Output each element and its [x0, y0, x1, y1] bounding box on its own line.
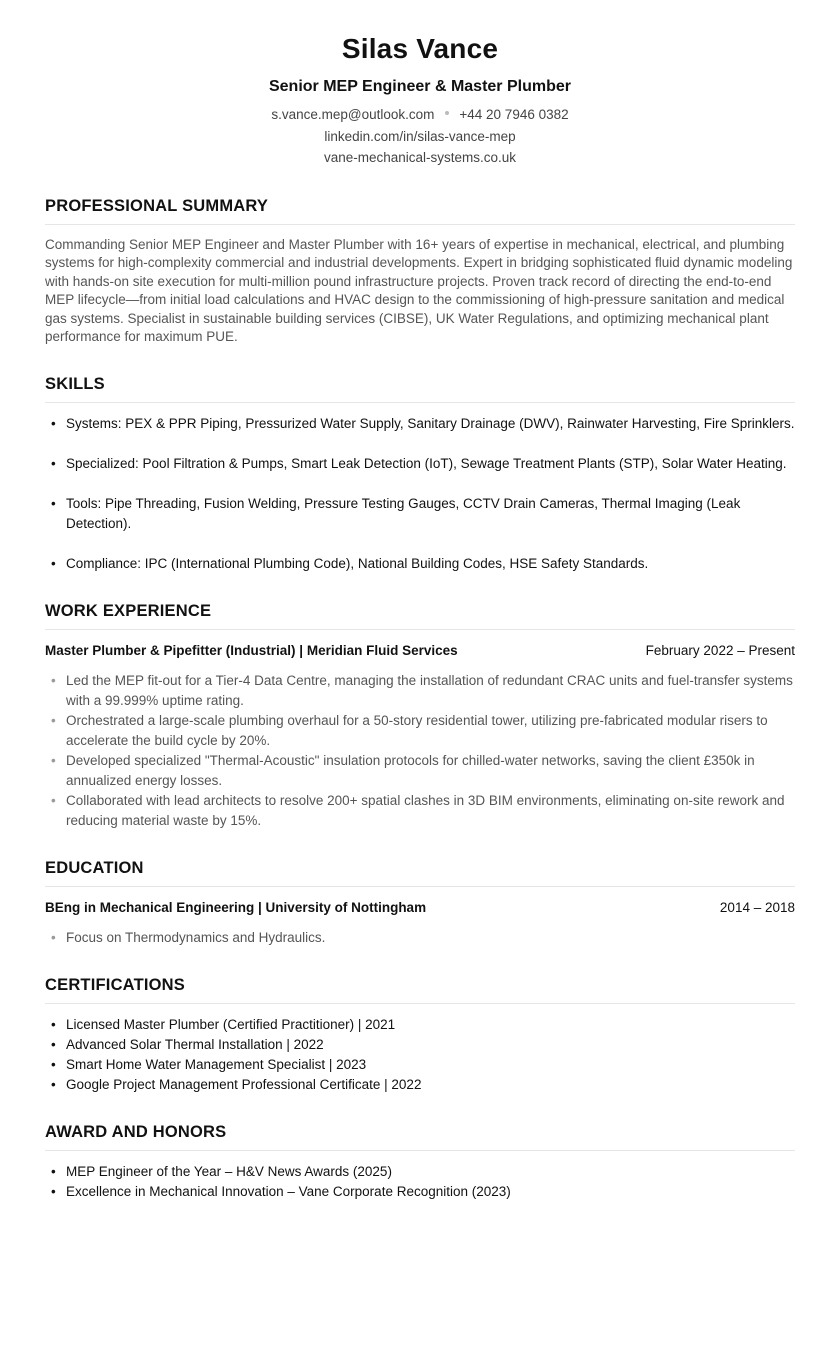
certifications-section — [45, 974, 795, 1095]
section-heading: SKILLS — [45, 373, 795, 403]
list-item: • Licensed Master Plumber (Certified Practitioner) | 2021 — [45, 1015, 795, 1035]
phone-number: +44 20 7946 0382 — [459, 107, 569, 122]
list-item: • Systems: PEX & PPR Piping, Pressurized Water Supply, Sanitary Drainage (DWV), Rainwater Harvesting, Fire Sprinklers. — [45, 414, 795, 434]
list-item: • Collaborated with lead architects to resolve 200+ spatial clashes in 3D BIM environments, eliminating on-site rework and reducing material waste by 15%. — [45, 791, 795, 831]
job-title: Master Plumber & Pipefitter (Industrial) | Meridian Fluid Services — [45, 643, 458, 659]
degree-title: BEng in Mechanical Engineering | University of Nottingham — [45, 900, 427, 916]
list-item: • Tools: Pipe Threading, Fusion Welding, Pressure Testing Gauges, CCTV Drain Cameras, Thermal Imaging (Leak Detection). — [45, 494, 795, 534]
list-item: • Smart Home Water Management Specialist | 2023 — [45, 1055, 795, 1075]
list-item: • Excellence in Mechanical Innovation – Vane Corporate Recognition (2023) — [45, 1182, 795, 1202]
linkedin-link[interactable]: linkedin.com/in/silas-vance-mep — [324, 128, 516, 144]
education-section — [45, 857, 795, 948]
skills-section — [45, 373, 795, 574]
certifications-list — [45, 1015, 795, 1095]
candidate-name: Silas Vance — [341, 33, 499, 64]
list-item: • Specialized: Pool Filtration & Pumps, Smart Leak Detection (IoT), Sewage Treatment Plants (STP), Solar Water Heating. — [45, 454, 795, 474]
website-link[interactable]: vane-mechanical-systems.co.uk — [323, 150, 517, 165]
list-item: • MEP Engineer of the Year – H&V News Awards (2025) — [45, 1162, 795, 1182]
degree-header — [45, 898, 795, 918]
resume-header — [45, 0, 795, 169]
contact-row — [45, 104, 795, 126]
skills-list — [45, 414, 795, 574]
section-heading: AWARD AND HONORS — [45, 1121, 795, 1151]
job-bullets — [45, 671, 795, 831]
job-header — [45, 641, 795, 661]
list-item: • Google Project Management Professional Certificate | 2022 — [45, 1075, 795, 1095]
list-item: • Focus on Thermodynamics and Hydraulics. — [45, 928, 795, 948]
separator-dot-icon — [445, 111, 449, 115]
degree-dates: 2014 – 2018 — [719, 900, 795, 916]
job-dates: February 2022 – Present — [645, 643, 795, 659]
section-heading: CERTIFICATIONS — [45, 974, 795, 1004]
list-item: • Developed specialized "Thermal-Acoustic" insulation protocols for chilled-water networks, saving the client £350k in annualized energy losses. — [45, 751, 795, 791]
candidate-title: Senior MEP Engineer & Master Plumber — [268, 78, 571, 95]
section-heading: EDUCATION — [45, 857, 795, 887]
experience-section — [45, 600, 795, 831]
awards-list — [45, 1162, 795, 1202]
section-heading: PROFESSIONAL SUMMARY — [45, 195, 795, 225]
email-link[interactable]: s.vance.mep@outlook.com — [271, 107, 435, 122]
list-item: • Advanced Solar Thermal Installation | 2022 — [45, 1035, 795, 1055]
section-heading: WORK EXPERIENCE — [45, 600, 795, 630]
summary-text: Commanding Senior MEP Engineer and Master Plumber with 16+ years of expertise in mechanical, electrical, and plumbing systems for high-complexity commercial and industrial developments. Expert in bridging sophisticated fluid dynamic modeling with hands-on site execution for multi-million pound infrastructure projects. Proven track record of directing the end-to-end MEP lifecycle—from initial load calculations and HVAC design to the commissioning of high-pressure sanitation and medical gas systems. Specialist in sustainable building services (CIBSE), UK Water Regulations, and optimizing mechanical plant performance for maximum PUE. — [45, 236, 793, 345]
awards-section — [45, 1121, 795, 1202]
list-item: • Orchestrated a large-scale plumbing overhaul for a 50-story residential tower, utilizing pre-fabricated modular risers to accelerate the build cycle by 20%. — [45, 711, 795, 751]
list-item: • Compliance: IPC (International Plumbing Code), National Building Codes, HSE Safety Standards. — [45, 554, 795, 574]
list-item: • Led the MEP fit-out for a Tier-4 Data Centre, managing the installation of redundant CRAC units and fuel-transfer systems with a 99.999% uptime rating. — [45, 671, 795, 711]
education-bullets — [45, 928, 795, 948]
summary-section — [45, 195, 795, 348]
